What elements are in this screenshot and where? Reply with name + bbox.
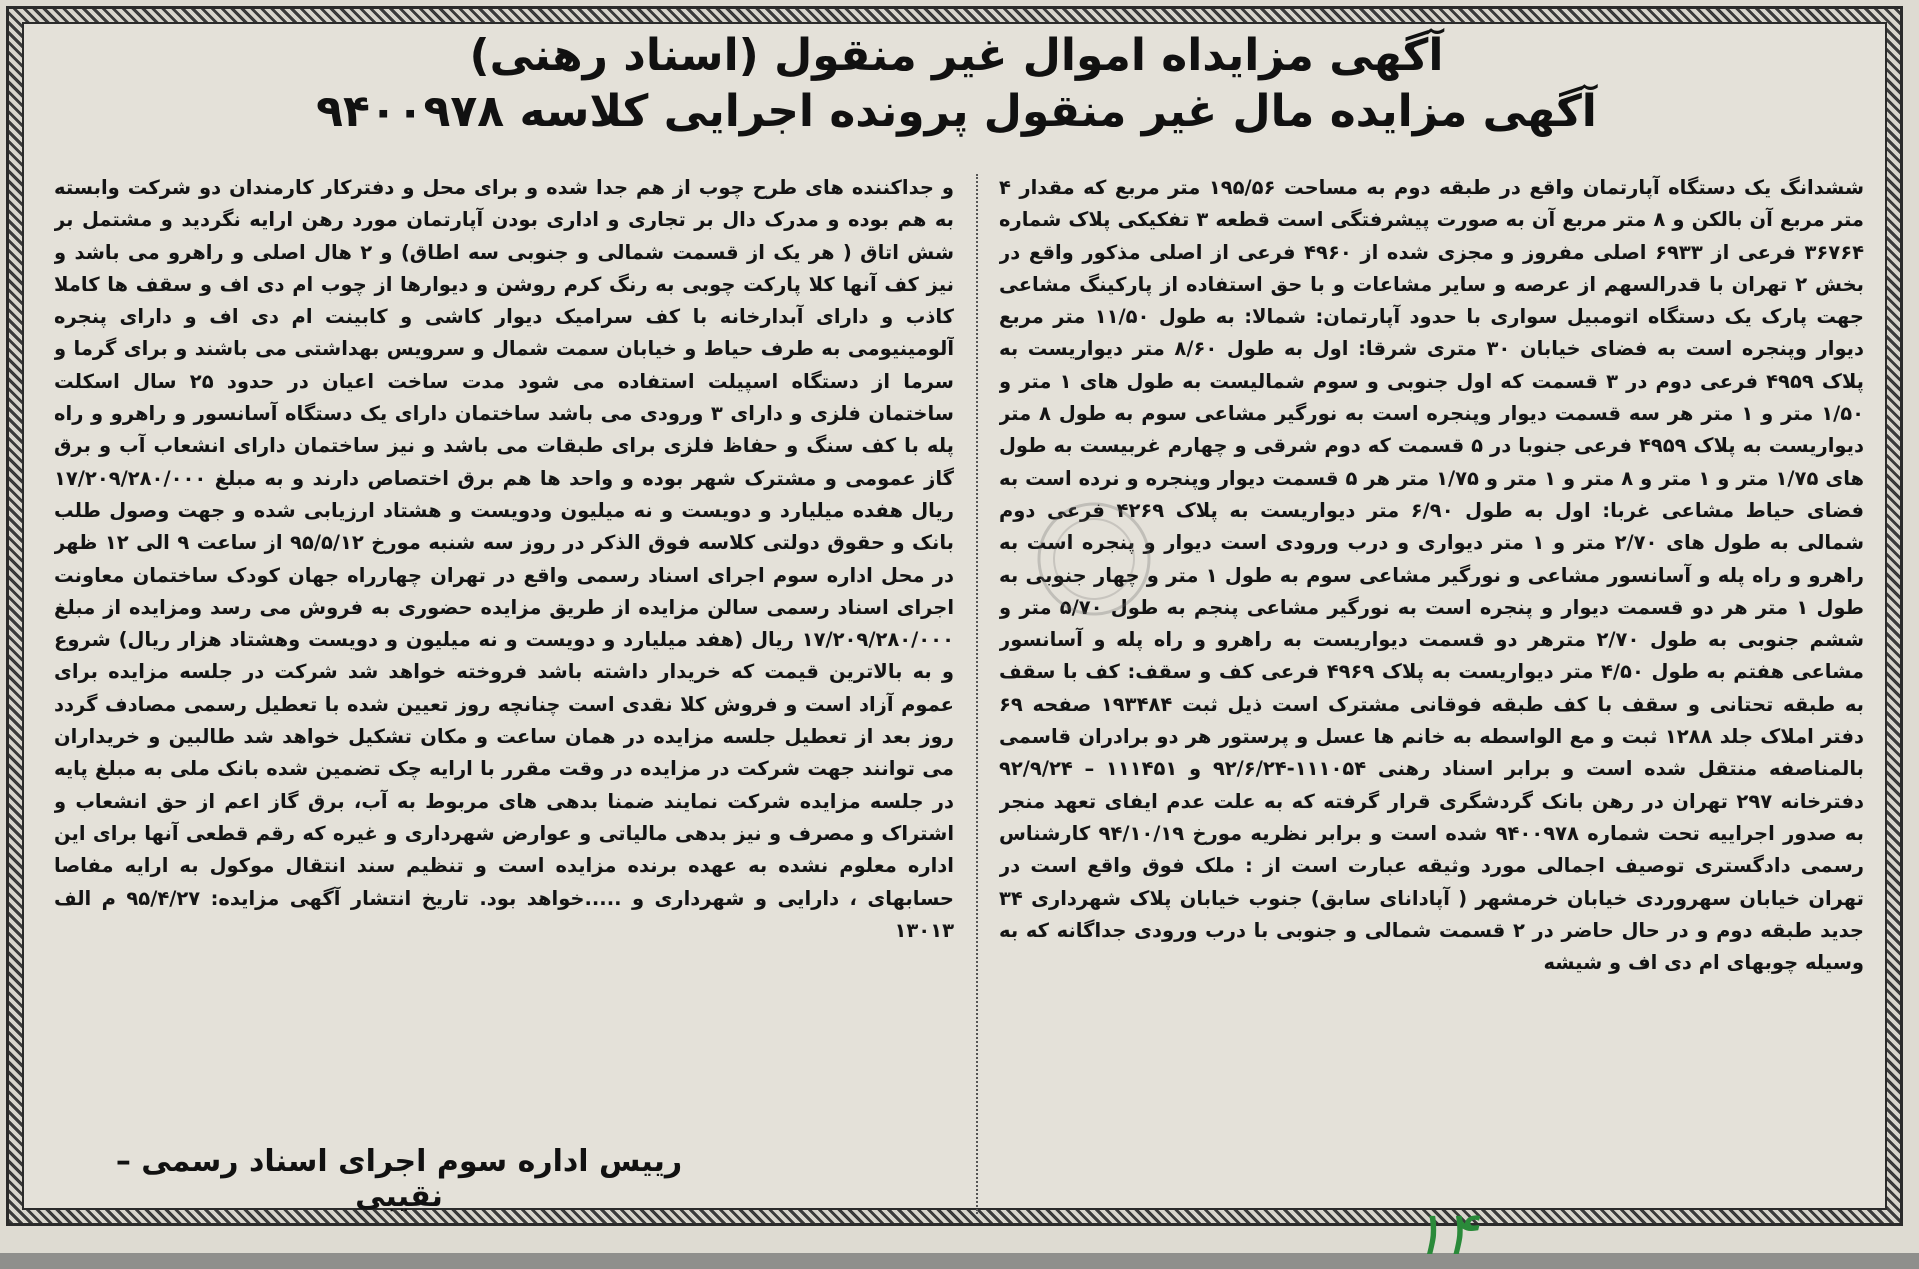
faded-stamp-watermark [1020,489,1169,628]
notice-subtitle: آگهی مزایده مال غیر منقول پرونده اجرایی کلاسه ۹۴۰۰۹۷۸ [316,86,1597,137]
notice-box [22,22,1887,1269]
signature-line: رییس اداره سوم اجرای اسناد رسمی – نقیبی [115,1144,683,1214]
stamp-icon [1020,489,1169,628]
notice-column-left: و جداکننده های طرح چوب از هم جدا شده و برای محل و دفترکار کارمندان دو شرکت وابسته به هم بوده و مدرک دال بر تجاری و اداری بودن آپارتمان مورد رهن ارایه نگردید و مشتمل بر شش اتاق ( هر یک از قسمت شمالی و جنوبی سه اطاق) و ۲ هال اصلی و راهرو می باشد و نیز کف آنها کلا پارکت چوبی به رنگ کرم روشن و دیوارها از چوب ام دی اف و سقف ها کاملا کاذب و دارای آبدارخانه با کف سرامیک دیوار کاشی و کابینت ام دی اف و دارای پنجره آلومینیومی به طرف حیاط و خیابان سمت شمال و سرویس بهداشتی می باشند و برای گرما و سرما از دستگاه اسپیلت استفاده می شود مدت ساخت اعیان در حدود ۲۵ سال اسکلت ساختمان فلزی و دارای ۳ ورودی می باشد ساختمان دارای یک دستگاه آسانسور و راهرو و راه پله با کف سنگ و حفاظ فلزی برای طبقات می باشد و نیز ساختمان دارای انشعاب آب و برق گاز عمومی و مشترک شهر بوده و واحد ها هم برق اختصاص دارند و به مبلغ ۱۷/۲۰۹/۲۸۰/۰۰۰ ریال هفده میلیارد و دویست و نه میلیون ودویست و هشتاد ارزیابی شده و جهت وصول طلب بانک و حقوق دولتی کلاسه فوق الذکر در روز سه شنبه مورخ ۹۵/۵/۱۲ از ساعت ۹ الی ۱۲ ظهر در محل اداره سوم اجرای اسناد رسمی واقع در تهران چهارراه جهان کودک ساختمان معاونت اجرای اسناد رسمی سالن مزایده از طریق مزایده حضوری به فروش می رسد ومزایده از مبلغ ۱۷/۲۰۹/۲۸۰/۰۰۰ ریال (هفد میلیارد و دویست و نه میلیون و دویست وهشتاد هزار ریال) شروع و به بالاترین قیمت که خریدار داشته باشد فروخته خواهد شد شرکت در جلسه مزایده برای عموم آزاد است و فروش کلا نقدی است چنانچه روز تعیین شده با تعطیل رسمی مصادف گردد روز بعد از تعطیل جلسه مزایده در همان ساعت و مکان تشکیل خواهد شد طالبین و خریداران می توانند جهت شرکت در مزایده در وقت مقرر با ارایه چک تضمین شده بانک ملی به مبلغ پایه در جلسه مزایده شرکت نمایند ضمنا بدهی های مربوط به آب، برق گاز اعم از حق انشعاب و اشتراک و مصرف و نیز بدهی مالیاتی و عوارض شهرداری و غیره که رقم قطعی آنها برای این اداره معلوم نشده به عهده برنده مزایده است و تنظیم سند انتقال موکول به ارایه مفاصا حسابهای ، دارایی و شهرداری و .....خواهد بود. تاریخ انتشار آگهی مزایده: ۹۵/۴/۲۷ م الف ۱۳۰۱۳ [54,176,954,942]
handwritten-page-number: ۱۴ [1411,1199,1477,1269]
notice-column-right: ششدانگ یک دستگاه آپارتمان واقع در طبقه دوم به مساحت ۱۹۵/۵۶ متر مربع که مقدار ۴ متر مربع آن بالکن و ۸ متر مربع آن به صورت پیشرفتگی است قطعه ۳ تفکیکی پلاک شماره ۳۶۷۶۴ فرعی از ۶۹۳۳ اصلی مفروز و مجزی شده از ۴۹۶۰ فرعی از اصلی مذکور واقع در بخش ۲ تهران با قدرالسهم از عرصه و سایر مشاعات و با حق استفاده از پارکینگ مشاعی جهت پارک یک دستگاه اتومبیل سواری با حدود آپارتمان: شمالا: به طول ۱۱/۵۰ متر مربع دیوار وپنجره است به فضای خیابان ۳۰ متری شرقا: اول به طول ۸/۶۰ متر دیواریست به پلاک ۴۹۵۹ فرعی دوم در ۳ قسمت که اول جنوبی و سوم شمالیست به طول های ۱ متر و ۱/۵۰ متر و ۱ متر هر سه قسمت دیوار وپنجره است به نورگیر مشاعی سوم به طول ۸ متر دیواریست به پلاک ۴۹۵۹ فرعی جنوبا در ۵ قسمت که دوم شرقی و چهارم غربیست به طول های ۱/۷۵ متر و ۱ متر و ۸ متر و ۱ متر و ۱/۷۵ متر هر ۵ قسمت دیوار وپنجره و نرده است به فضای حیاط مشاعی غربا: اول به طول ۶/۹۰ متر دیواریست به پلاک ۴۲۶۹ فرعی دوم شمالی به طول های ۲/۷۰ متر و ۱ متر دیواری و درب ورودی است دیوار و پنجره است به راهرو و راه پله و آسانسور مشاعی و نورگیر مشاعی سوم به طول ۱ متر و چهار جنوبی به طول ۱ متر هر دو قسمت دیوار و پنجره است به نورگیر مشاعی پنجم به طول ۵/۷۰ متر و ششم جنوبی به طول ۲/۷۰ مترهر دو قسمت دیواریست به راهرو و راه پله و آسانسور مشاعی هفتم به طول ۴/۵۰ متر دیواریست به پلاک ۴۹۶۹ فرعی کف و سقف: کف با سقف به طبقه تحتانی و سقف با کف طبقه فوقانی مشترک است ذیل ثبت ۱۹۳۴۸۴ صفحه ۶۹ دفتر املاک جلد ۱۲۸۸ ثبت و مع الواسطه به خانم ها عسل و پرستور هر دو برادران قاسمی بالمناصفه منتقل شده است و برابر اسناد رهنی ۱۱۱۰۵۴-۹۲/۶/۲۴ و ۱۱۱۴۵۱ – ۹۲/۹/۲۴ دفترخانه ۲۹۷ تهران در رهن بانک گردشگری قرار گرفته که به علت عدم ایفای تعهد منجر به صدور اجراییه تحت شماره ۹۴۰۰۹۷۸ شده است و برابر نظریه مورخ ۹۴/۱۰/۱۹ کارشناس رسمی دادگستری توصیف اجمالی مورد وثیقه عبارت است از : ملک فوق واقع است در تهران خیابان سهروردی خیابان خرمشهر ( آپادانای سابق) جنوب خیابان پلاک شهرداری ۳۴ جدید طبقه دوم و در حال حاضر در ۲ قسمت شمالی و جنوبی با درب ورودی جداگانه که به وسیله چوبهای ام دی اف و شیشه [999,176,1864,975]
notice-title: آگهی مزایداه اموال غیر منقول (اسناد رهنی) [469,30,1444,81]
column-divider [976,174,979,1214]
